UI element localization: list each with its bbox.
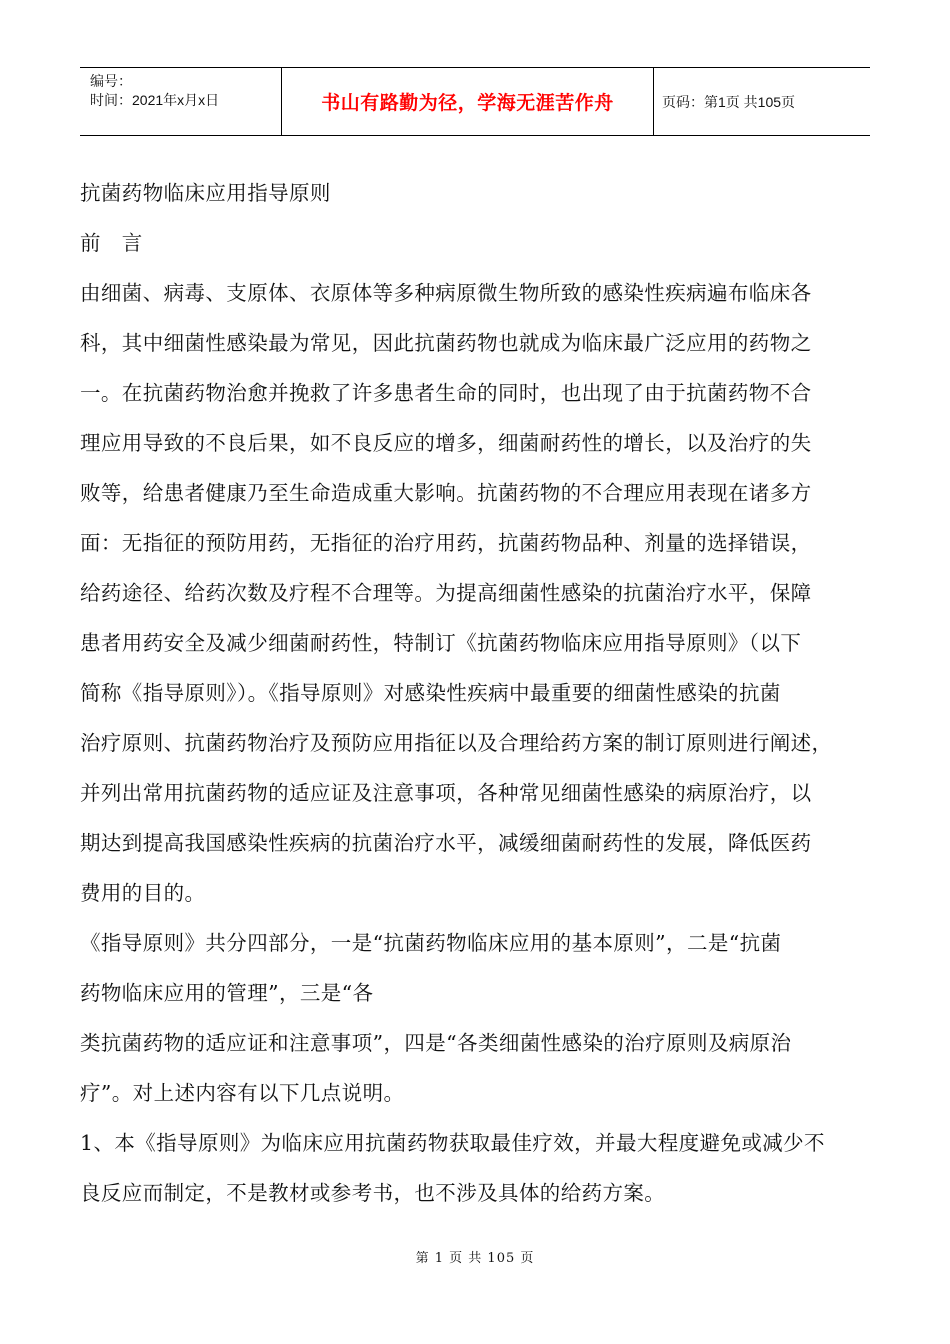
header-meta-cell: [80, 68, 282, 135]
number-label: 编号：: [90, 73, 132, 89]
body-line: 类抗菌药物的适应证和注意事项”，四是“各类细菌性感染的治疗原则及病原治: [80, 1031, 792, 1055]
body-line: 《指导原则》共分四部分，一是“抗菌药物临床应用的基本原则”，二是“抗菌: [80, 931, 782, 955]
body-line: 1、本《指导原则》为临床应用抗菌药物获取最佳疗效，并最大程度避免或减少不: [80, 1131, 825, 1155]
body-line: 并列出常用抗菌药物的适应证及注意事项，各种常见细菌性感染的病原治疗，以: [80, 781, 812, 805]
document-body: [80, 168, 875, 1218]
body-line: 由细菌、病毒、支原体、衣原体等多种病原微生物所致的感染性疾病遍布临床各: [80, 281, 812, 305]
header-page-cell: [654, 68, 870, 135]
time-label: 时间：2021年x月x日: [90, 92, 220, 108]
footer-page-number: 第 1 页 共 105 页: [415, 1251, 535, 1266]
body-line: 患者用药安全及减少细菌耐药性，特制订《抗菌药物临床应用指导原则》（以下: [80, 631, 802, 655]
header-motto: 书山有路勤为径，学海无涯苦作舟: [321, 92, 614, 114]
body-line: 治疗原则、抗菌药物治疗及预防应用指征以及合理给药方案的制订原则进行阐述，: [80, 731, 833, 755]
body-line: 科，其中细菌性感染最为常见，因此抗菌药物也就成为临床最广泛应用的药物之: [80, 331, 812, 355]
document-title: 抗菌药物临床应用指导原则: [80, 181, 331, 205]
body-line: 面：无指征的预防用药，无指征的治疗用药，抗菌药物品种、剂量的选择错误，: [80, 531, 812, 555]
body-line: 败等，给患者健康乃至生命造成重大影响。抗菌药物的不合理应用表现在诸多方: [80, 481, 812, 505]
body-line: 疗”。对上述内容有以下几点说明。: [80, 1081, 405, 1105]
header-motto-cell: [282, 68, 654, 135]
preface-heading: 前 言: [80, 231, 143, 255]
body-line: 简称《指导原则》）。《指导原则》对感染性疾病中最重要的细菌性感染的抗菌: [80, 681, 781, 705]
body-line: 药物临床应用的管理”，三是“各: [80, 981, 374, 1005]
body-line: 良反应而制定，不是教材或参考书，也不涉及具体的给药方案。: [80, 1181, 666, 1205]
body-line: 给药途径、给药次数及疗程不合理等。为提高细菌性感染的抗菌治疗水平，保障: [80, 581, 812, 605]
header-page-info: 页码：第1页 共105页: [662, 93, 796, 110]
body-line: 理应用导致的不良后果，如不良反应的增多，细菌耐药性的增长，以及治疗的失: [80, 431, 812, 455]
body-line: 费用的目的。: [80, 881, 206, 905]
body-line: 期达到提高我国感染性疾病的抗菌治疗水平，减缓细菌耐药性的发展，降低医药: [80, 831, 812, 855]
document-header: [80, 67, 870, 136]
page-footer: [0, 1247, 950, 1266]
body-line: 一。在抗菌药物治愈并挽救了许多患者生命的同时，也出现了由于抗菌药物不合: [80, 381, 812, 405]
